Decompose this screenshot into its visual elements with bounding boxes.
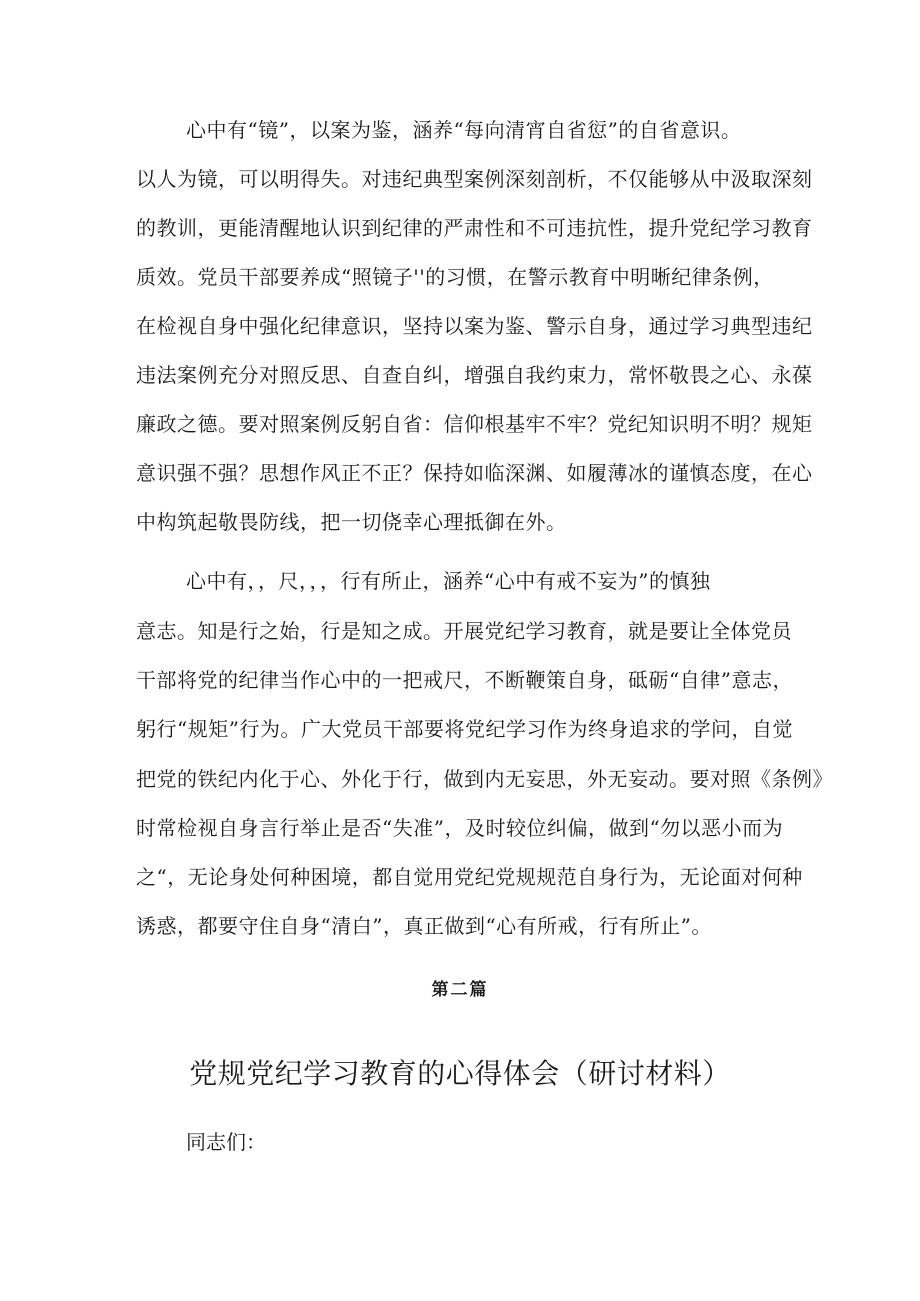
paragraph-line: 中构筑起敬畏防线，把一切侥幸心理抵御在外。 xyxy=(136,510,567,534)
paragraph-line: 诱惑，都要守住自身“清白”，真正做到“心有所戒，行有所止”。 xyxy=(136,914,712,938)
paragraph-line: 干部将党的纪律当作心中的一把戒尺，不断鞭策自身，砥砺“自律”意志， xyxy=(136,668,793,692)
section-label: 第二篇 xyxy=(431,980,489,1000)
paragraph-line: 以人为镜，可以明得失。对违纪典型案例深刻剖析，不仅能够从中汲取深刻 xyxy=(136,167,813,191)
paragraph-line: 违法案例充分对照反思、自查自纠，增强自我约束力，常怀敬畏之心、永葆 xyxy=(136,363,813,387)
paragraph-line: 躬行“规矩”行为。广大党员干部要将党纪学习作为终身追求的学问，自觉 xyxy=(136,717,793,741)
paragraph-line: 在检视自身中强化纪律意识，坚持以案为鉴、警示自身，通过学习典型违纪 xyxy=(136,314,813,338)
paragraph-line: 意志。知是行之始，行是知之成。开展党纪学习教育，就是要让全体党员 xyxy=(136,619,792,643)
paragraph-line: 心中有“镜”，以案为鉴，涵养“每向清宵自省愆”的自省意识。 xyxy=(186,118,742,142)
paragraph-line: 的教训，更能清醒地认识到纪律的严肃性和不可违抗性，提升党纪学习教育 xyxy=(136,216,813,240)
paragraph-line: 心中有，，尺，，，行有所止，涵养“心中有戒不妄为”的慎独 xyxy=(186,569,711,593)
paragraph-line: 质效。党员干部要养成“照镜子''的习惯，在警示教育中明晰纪律条例， xyxy=(136,265,774,289)
salutation: 同志们： xyxy=(186,1130,266,1154)
paragraph-line: 廉政之德。要对照案例反躬自省：信仰根基牢不牢？党纪知识明不明？规矩 xyxy=(136,412,813,436)
paragraph-line: 把党的铁纪内化于心、外化于行，做到内无妄思，外无妄动。要对照《条例》 xyxy=(136,767,833,791)
paragraph-line: 意识强不强？思想作风正不正？保持如临深渊、如履薄冰的谨慎态度，在心 xyxy=(136,461,813,485)
document-title: 党规党纪学习教育的心得体会（研讨材料） xyxy=(189,1057,731,1090)
paragraph-line: 时常检视自身言行举止是否“失准”，及时较位纠偏，做到“勿以恶小而为 xyxy=(136,816,784,840)
paragraph-line: 之“，无论身处何种困境，都自觉用党纪党规规范自身行为，无论面对何种 xyxy=(136,865,803,889)
